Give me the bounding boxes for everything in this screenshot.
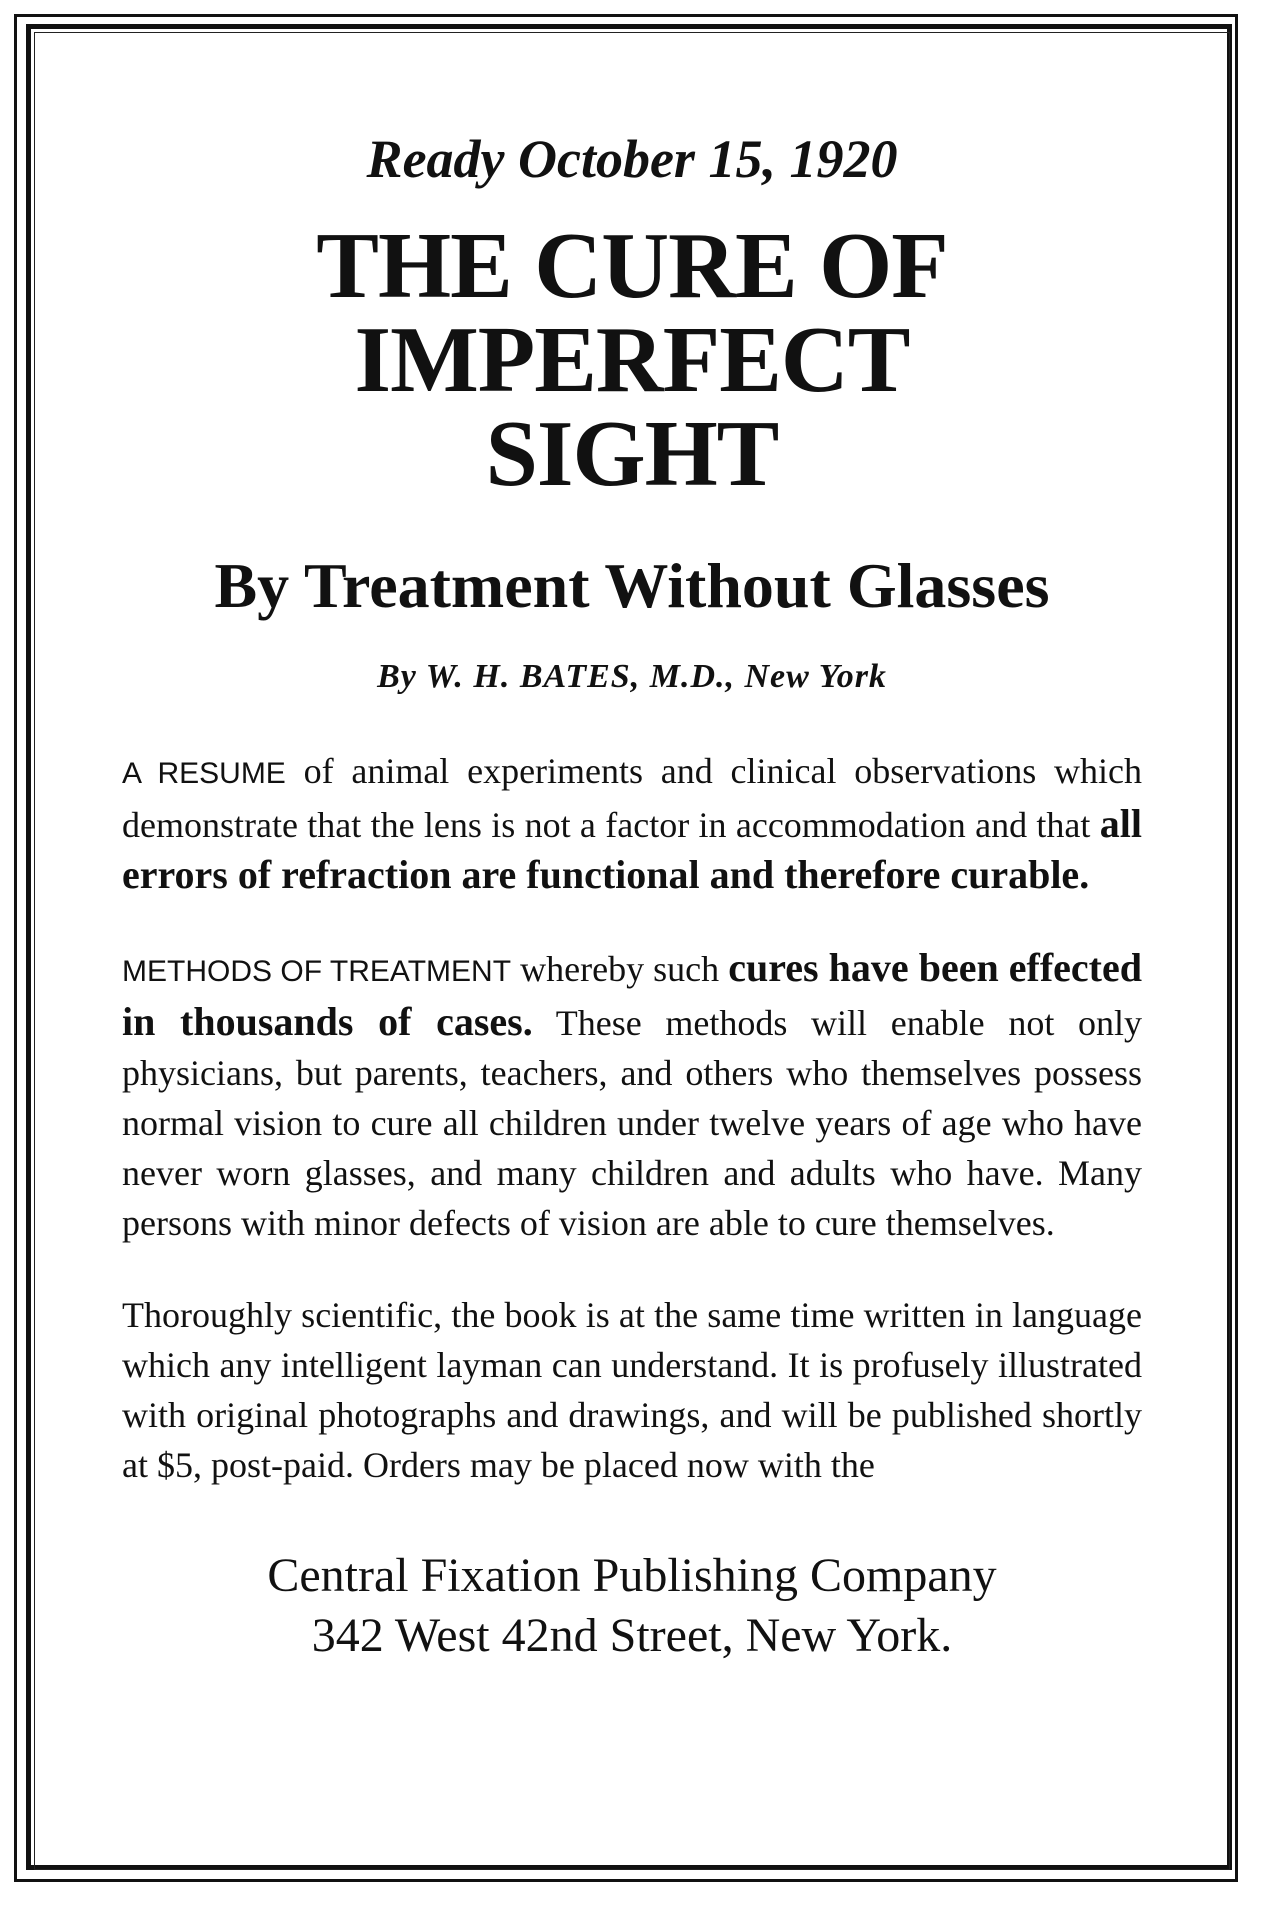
- paragraph-resume-lead: A RESUME: [122, 756, 286, 790]
- book-title-line-2: SIGHT: [485, 402, 779, 507]
- publisher-address: 342 West 42nd Street, New York.: [311, 1608, 953, 1662]
- book-title-line-1: THE CURE OF IMPERFECT: [316, 214, 948, 413]
- book-subtitle: By Treatment Without Glasses: [214, 550, 1050, 622]
- paragraph-methods-lead: METHODS OF TREATMENT: [122, 954, 512, 988]
- paragraph-resume: [122, 746, 1142, 901]
- author-line: By W. H. BATES, M.D., New York: [377, 657, 887, 695]
- release-date: Ready October 15, 1920: [366, 129, 898, 189]
- paragraph-resume-text: of animal experiments and clinical observations which demonstrate that the lens is not a factor in accommodation and that: [122, 750, 1142, 845]
- paragraph-methods-text-2: These methods will enable not only physicians, but parents, teachers, and others who themselves possess normal vision to cure all children under twelve years of age who have never worn glasses, and many children and adults who have. Many persons with minor defects of vision are able to cure themselves.: [122, 1002, 1142, 1243]
- publisher-block: [122, 1546, 1142, 1666]
- paragraph-resume-bold: all errors of refraction are functional and therefore curable.: [122, 800, 1142, 897]
- paragraph-methods: [122, 943, 1142, 1248]
- advertisement-content: [122, 130, 1142, 1666]
- paragraph-methods-bold: cures have been effected in thousands of cases.: [122, 944, 1142, 1044]
- paragraph-scientific: Thoroughly scientific, the book is at the same time written in language which any intelligent layman can understand. It is profusely illustrated with original photographs and drawings, and will be published shortly at $5, post-paid. Orders may be placed now with the: [122, 1294, 1142, 1485]
- paragraph-methods-text-1: whereby such: [511, 948, 729, 989]
- publisher-name: Central Fixation Publishing Company: [267, 1548, 997, 1602]
